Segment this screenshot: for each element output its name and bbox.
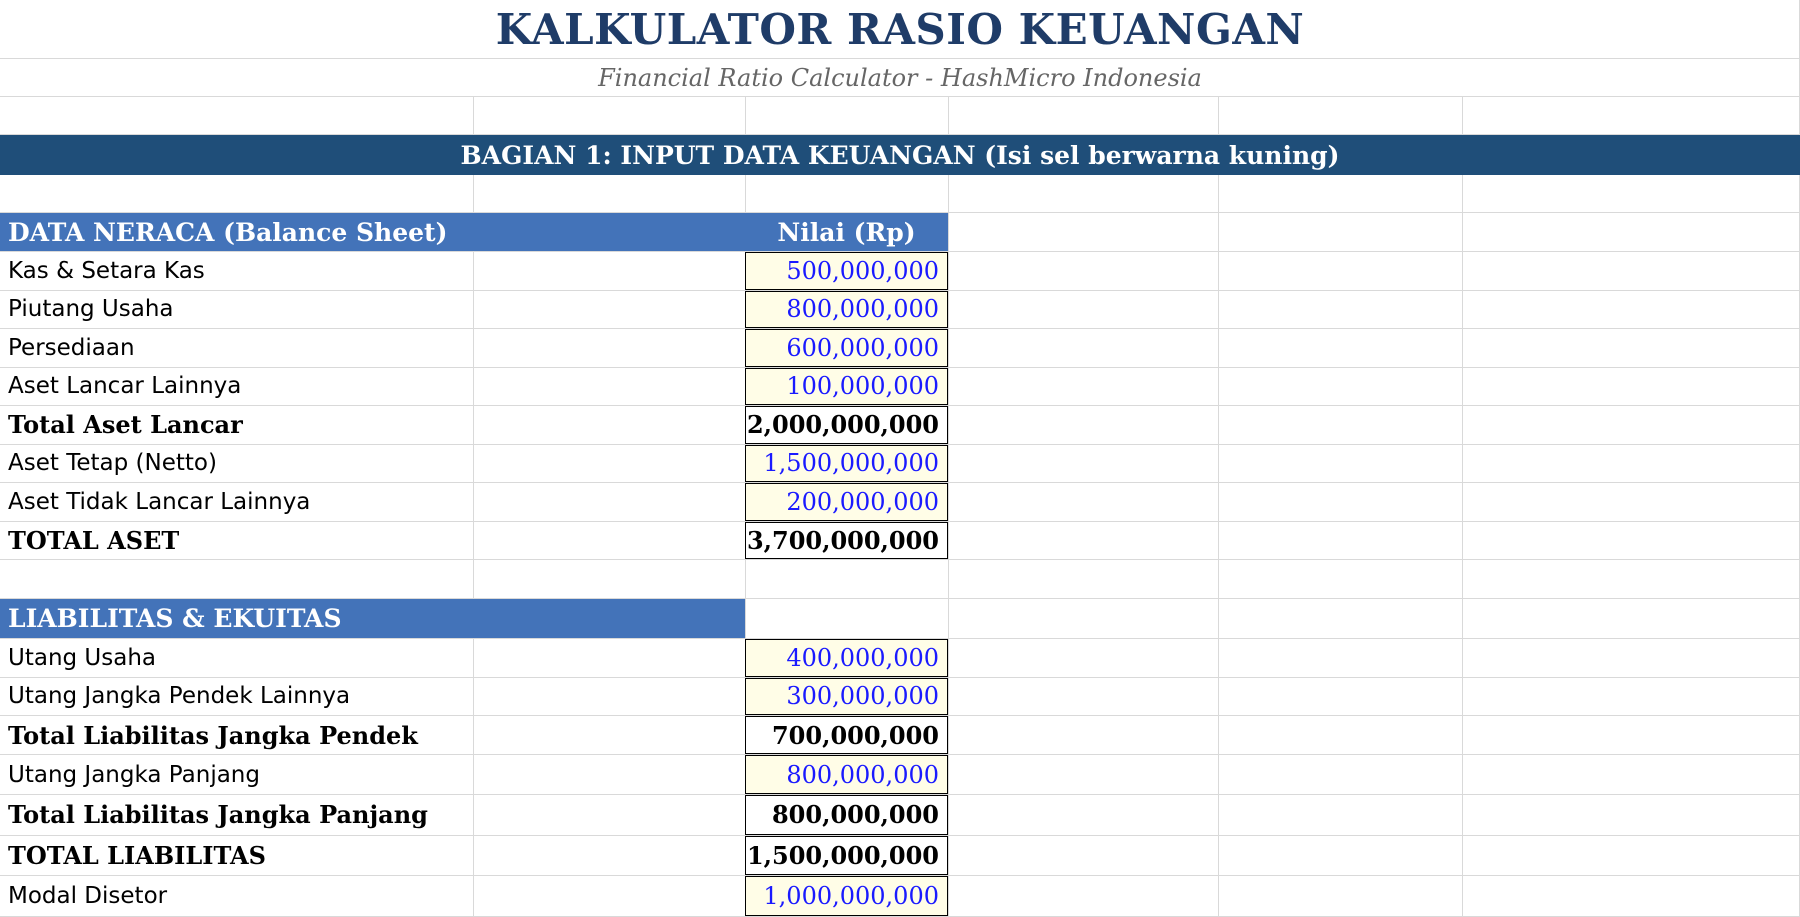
total-cell[interactable]: 1,500,000,000: [745, 836, 948, 876]
liabilities-header-row: [0, 599, 1800, 639]
empty-row[interactable]: [0, 175, 1800, 213]
input-cell[interactable]: 500,000,000: [745, 252, 948, 290]
row-label[interactable]: Total Liabilitas Jangka Pendek: [8, 720, 418, 750]
table-row: [0, 836, 1800, 877]
input-cell[interactable]: 300,000,000: [745, 678, 948, 716]
table-row: [0, 252, 1800, 291]
table-row: [0, 329, 1800, 368]
input-cell[interactable]: 800,000,000: [745, 755, 948, 794]
page-subtitle: Financial Ratio Calculator - HashMicro Indonesia: [598, 63, 1202, 92]
table-row: [0, 483, 1800, 522]
title-row: [0, 0, 1800, 59]
section-banner-row: [0, 135, 1800, 175]
input-cell[interactable]: 100,000,000: [745, 368, 948, 406]
row-label[interactable]: Modal Disetor: [8, 883, 168, 909]
table-row: [0, 639, 1800, 678]
row-label[interactable]: Kas & Setara Kas: [8, 257, 205, 284]
liabilities-header: LIABILITAS & EKUITAS: [0, 599, 745, 638]
input-cell[interactable]: 1,000,000,000: [745, 876, 948, 916]
table-row: [0, 522, 1800, 561]
row-label[interactable]: Piutang Usaha: [8, 296, 174, 323]
value-column-header: Nilai (Rp): [745, 213, 948, 251]
total-cell[interactable]: 700,000,000: [745, 716, 948, 754]
row-label[interactable]: Utang Jangka Pendek Lainnya: [8, 683, 351, 710]
table-row: [0, 716, 1800, 755]
row-label[interactable]: Aset Lancar Lainnya: [8, 373, 242, 400]
total-cell[interactable]: 2,000,000,000: [745, 406, 948, 444]
row-label[interactable]: TOTAL LIABILITAS: [8, 840, 266, 870]
balance-sheet-header-row: [0, 213, 1800, 252]
table-row: [0, 406, 1800, 445]
table-row: [0, 368, 1800, 407]
empty-row[interactable]: [0, 97, 1800, 135]
total-cell[interactable]: 800,000,000: [745, 795, 948, 835]
row-label[interactable]: Total Aset Lancar: [8, 410, 243, 440]
empty-row[interactable]: [0, 560, 1800, 599]
section-banner: BAGIAN 1: INPUT DATA KEUANGAN (Isi sel berwarna kuning): [0, 135, 1800, 175]
input-cell[interactable]: 400,000,000: [745, 639, 948, 677]
input-cell[interactable]: 800,000,000: [745, 291, 948, 329]
row-label[interactable]: TOTAL ASET: [8, 525, 180, 555]
table-row: [0, 755, 1800, 795]
table-row: [0, 678, 1800, 717]
balance-sheet-header: DATA NERACA (Balance Sheet): [0, 213, 745, 251]
row-label[interactable]: Aset Tidak Lancar Lainnya: [8, 488, 311, 515]
total-cell[interactable]: 3,700,000,000: [745, 522, 948, 560]
input-cell[interactable]: 200,000,000: [745, 483, 948, 521]
table-row: [0, 445, 1800, 484]
row-label[interactable]: Persediaan: [8, 334, 135, 361]
row-label[interactable]: Utang Usaha: [8, 644, 157, 671]
table-row: [0, 876, 1800, 917]
table-row: [0, 291, 1800, 330]
row-label[interactable]: Aset Tetap (Netto): [8, 450, 217, 477]
row-label[interactable]: Utang Jangka Panjang: [8, 761, 260, 788]
input-cell[interactable]: 1,500,000,000: [745, 445, 948, 483]
page-title: KALKULATOR RASIO KEUANGAN: [495, 4, 1305, 54]
subtitle-row: [0, 59, 1800, 97]
input-cell[interactable]: 600,000,000: [745, 329, 948, 367]
table-row: [0, 795, 1800, 836]
row-label[interactable]: Total Liabilitas Jangka Panjang: [8, 800, 428, 830]
